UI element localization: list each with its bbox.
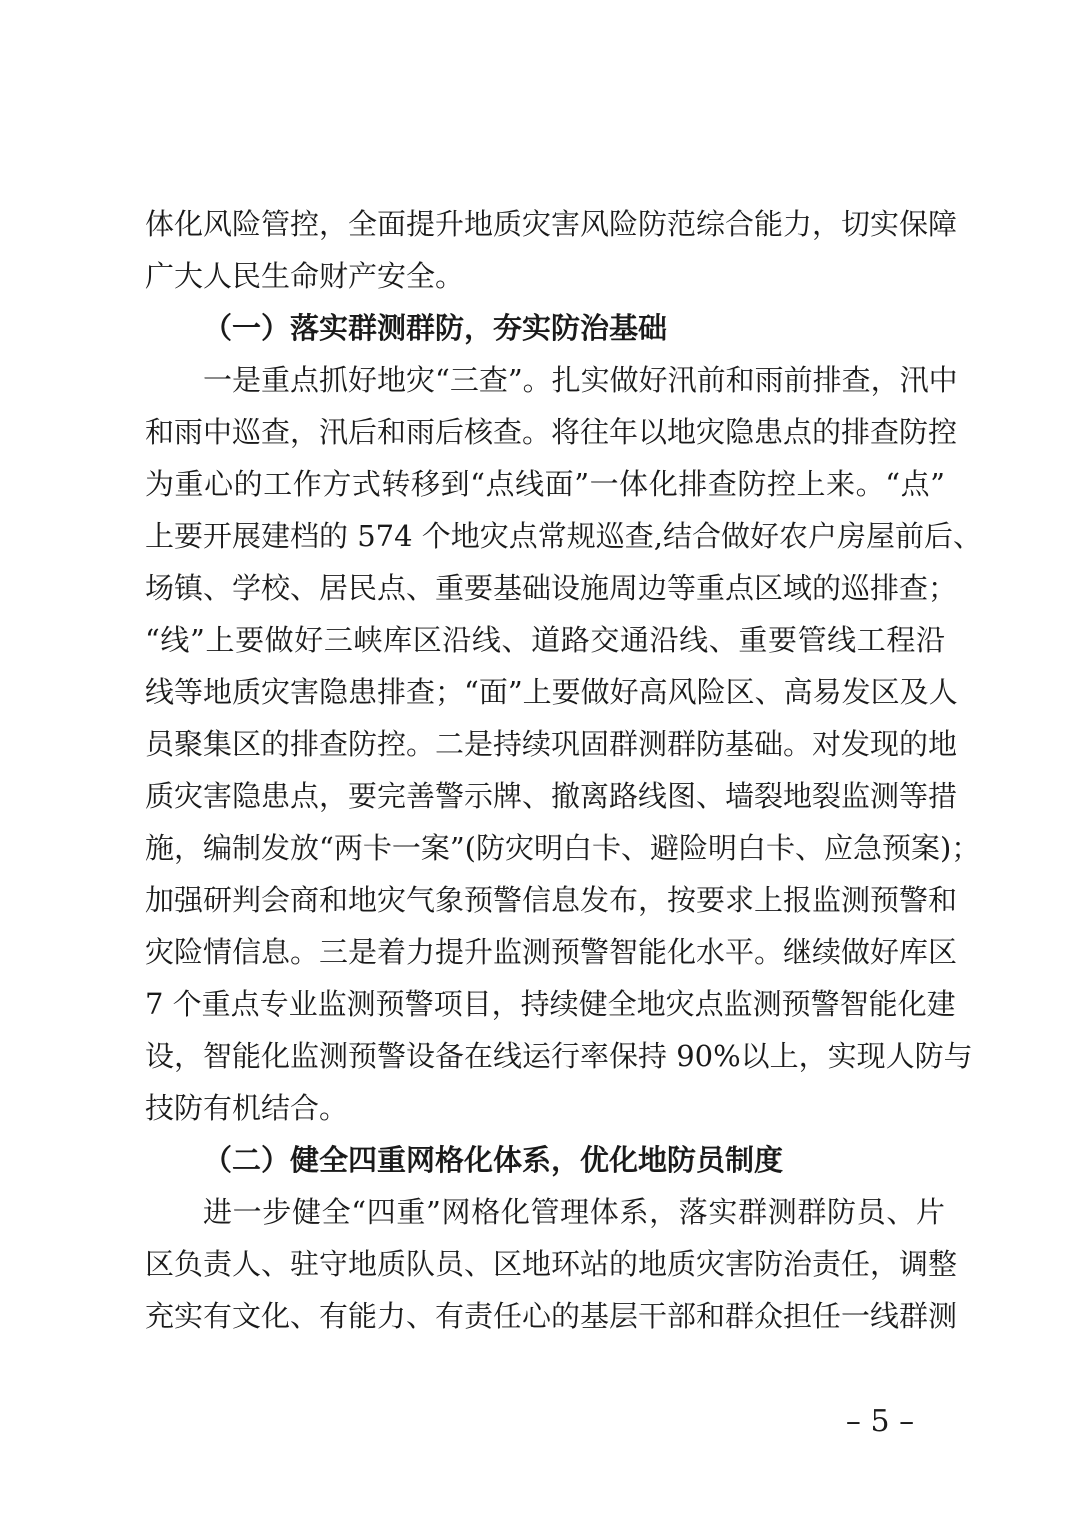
body-text-line: 上要开展建档的 574 个地灾点常规巡查,结合做好农户房屋前后、	[145, 519, 983, 553]
body-text-line: 为重心的工作方式转移到“点线面”一体化排查防控上来。“点”	[145, 467, 945, 501]
body-text-line: 体化风险管控，全面提升地质灾害风险防范综合能力，切实保障	[145, 207, 958, 241]
body-text-line: 员聚集区的排查防控。二是持续巩固群测群防基础。对发现的地	[145, 727, 958, 761]
body-text-line: 加强研判会商和地灾气象预警信息发布，按要求上报监测预警和	[145, 883, 958, 917]
body-text-line: 广大人民生命财产安全。	[145, 259, 465, 293]
section-heading-2: （二）健全四重网格化体系，优化地防员制度	[203, 1143, 784, 1177]
body-text-line: 施，编制发放“两卡一案”(防灾明白卡、避险明白卡、应急预案)；	[145, 831, 981, 865]
body-text-line: 场镇、学校、居民点、重要基础设施周边等重点区域的巡排查；	[145, 571, 958, 605]
body-text-line: 线等地质灾害隐患排查；“面”上要做好高风险区、高易发区及人	[145, 675, 958, 709]
body-text-line: 灾险情信息。三是着力提升监测预警智能化水平。继续做好库区	[145, 935, 958, 969]
page-number: – 5 –	[845, 1404, 915, 1439]
body-text-line: 技防有机结合。	[145, 1091, 349, 1125]
body-text-line: 设，智能化监测预警设备在线运行率保持 90%以上，实现人防与	[145, 1039, 973, 1073]
body-text-line: 进一步健全“四重”网格化管理体系，落实群测群防员、片	[203, 1195, 945, 1229]
body-text-line: 一是重点抓好地灾“三查”。扎实做好汛前和雨前排查，汛中	[203, 363, 958, 397]
body-text-line: 质灾害隐患点，要完善警示牌、撤离路线图、墙裂地裂监测等措	[145, 779, 958, 813]
body-text-line: 7 个重点专业监测预警项目，持续健全地灾点监测预警智能化建	[145, 987, 956, 1021]
body-text-line: “线”上要做好三峡库区沿线、道路交通沿线、重要管线工程沿	[145, 623, 945, 657]
body-text-line: 和雨中巡查，汛后和雨后核查。将往年以地灾隐患点的排查防控	[145, 415, 958, 449]
body-text-line: 充实有文化、有能力、有责任心的基层干部和群众担任一线群测	[145, 1299, 958, 1333]
section-heading-1: （一）落实群测群防，夯实防治基础	[203, 311, 668, 345]
body-text-line: 区负责人、驻守地质队员、区地环站的地质灾害防治责任，调整	[145, 1247, 958, 1281]
